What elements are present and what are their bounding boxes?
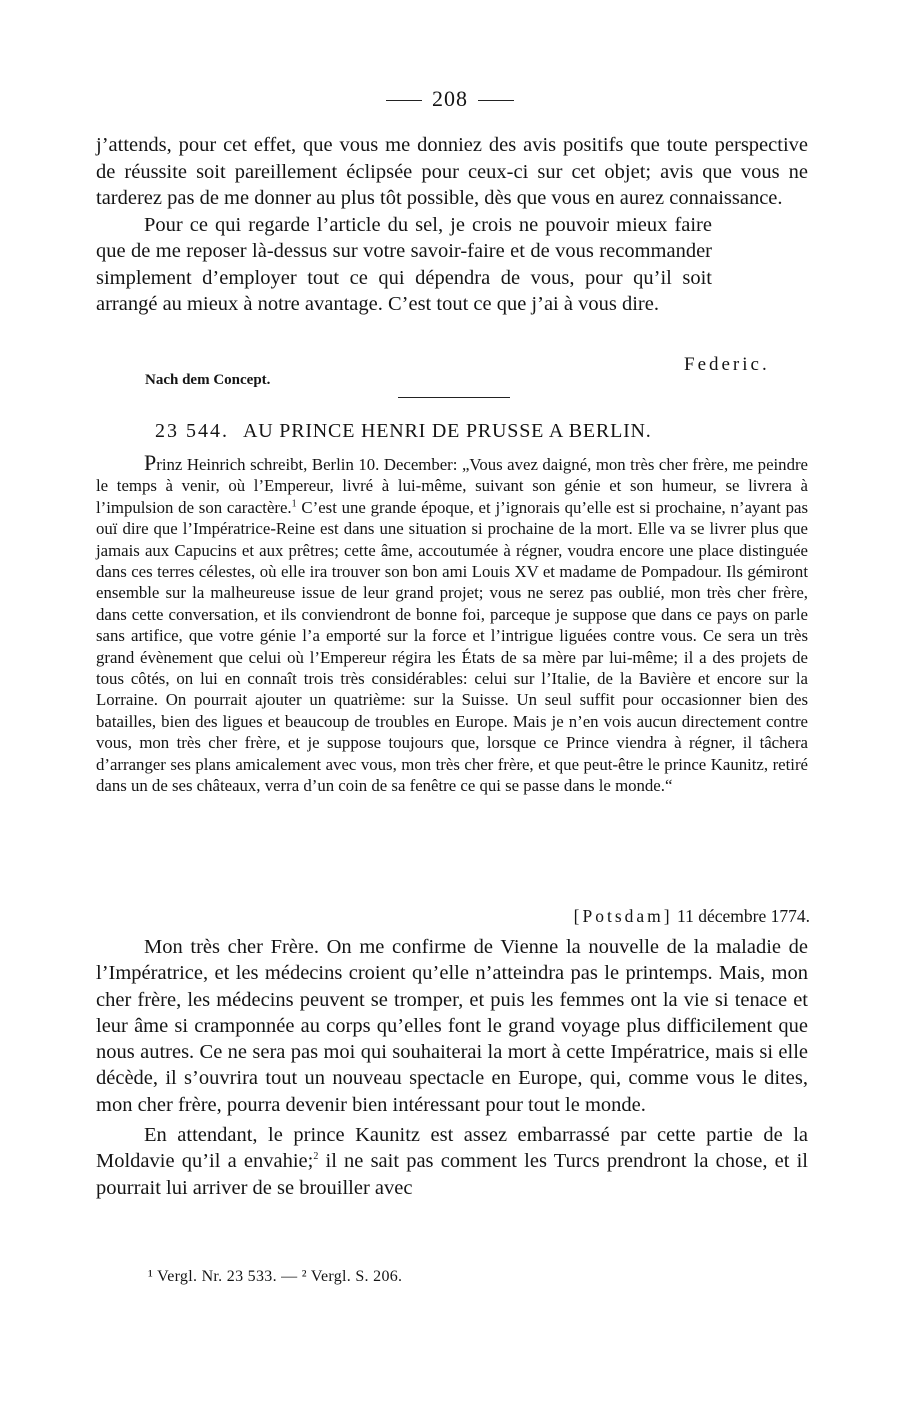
letter-heading	[155, 420, 775, 443]
footnote-marker: 1	[291, 498, 297, 510]
paragraph: j’attends, pour cet effet, que vous me donniez des avis positifs que toute perspective de réussite soit pareillement éclipsée pour ceux-ci sur cet objet; avis que vous ne tarderez pas de me donner au plus tôt possible, dès que vous en aurez connaissance.	[96, 134, 808, 209]
dateline-place: [Potsdam]	[573, 906, 673, 926]
letter-title: AU PRINCE HENRI DE PRUSSE A BERLIN.	[243, 420, 652, 442]
summary-paragraph	[96, 452, 808, 797]
body-text-rest: il ne sait pas comment les Turcs prendront la chose, et il pourrait lui arriver de se brouiller avec	[96, 1150, 808, 1199]
body-text: En attendant, le prince Kaunitz est assez embarrassé par cette partie de la Moldavie qu’il a envahie;	[96, 1124, 808, 1173]
previous-letter-ending	[96, 132, 808, 318]
dateline	[510, 906, 810, 927]
footnote-marker: 2	[313, 1151, 319, 1163]
body-paragraph	[96, 1122, 808, 1201]
summary-text-rest: C’est une grande époque, et j’ignorais qu’elle est si prochaine, n’ayant pas ouï dire que l’Impératrice-Reine est dans une situation si prochaine de la mort. Elle va se livrer plus que jamais aux Capucins et aux prêtres; cette âme, accoutumée à régner, voudra encore une place distinguée dans ces terres célestes, où elle ira trouver son bon ami Louis XV et madame de Pompadour. Ils gémiront ensemble sur la malheureuse issue de leur grand projet; vous ne serez pas oublié, mon très cher frère, dans cette conversation, et ils conviendront de bonne foi, parceque je suppose que dans ce pays on parle sans artifice, que votre génie l’a emporté sur la force et l’intrigue liguées contre vous. Ce sera un très grand évènement que celui où l’Empereur régira les États de sa mère par lui-même; il a des projets de tous côtés, on lui en connaît trois très considérables: celui sur l’Italie, de la Bavière et encore sur la Lorraine. On pourrait ajouter un quatrième: sur la Suisse. Un seul suffit pour occasionner bien des batailles, bien des ligues et beaucoup de troubles en Europe. Mais je n’en vois aucun directement contre vous, mon très cher frère, et je suppose toujours que, lorsque ce Prince viendra à régner, il tâchera d’arranger ses plans amicalement avec vous, mon très cher frère, et que peut-être le prince Kaunitz, retiré dans un de ses châteaux, verra d’un coin de sa fenêtre ce qui se passe dans le monde.“	[96, 497, 808, 796]
signature: Federic.	[684, 354, 770, 375]
letter-number: 23 544.	[155, 420, 229, 442]
dateline-date: 11 décembre 1774.	[677, 906, 810, 926]
summary-initial: P	[144, 450, 157, 475]
letter-body	[96, 934, 808, 1201]
page-number	[0, 86, 900, 112]
letter-summary	[96, 452, 808, 797]
folio-dash-right	[478, 100, 514, 101]
section-divider	[398, 397, 510, 398]
summary-text: rinz Heinrich schreibt, Berlin 10. December: „Vous avez daigné, mon très cher frère, me peindre le temps à venir, où l’Empereur, livré à lui-même, suivant son génie et son humeur, se livrera à l’impulsion de son caractère.	[96, 455, 808, 517]
paragraph: Pour ce qui regarde l’article du sel, je crois ne pouvoir mieux faire que de me reposer là-dessus sur votre savoir-faire et de vous recommander simplement d’employer tout ce qui dépendra de vous, pour qu’il soit arrangé au mieux à notre avantage. C’est tout ce que j’ai à vous dire.	[96, 213, 712, 315]
page-number-text: 208	[432, 86, 468, 111]
footnotes: ¹ Vergl. Nr. 23 533. — ² Vergl. S. 206.	[148, 1268, 403, 1285]
source-note: Nach dem Concept.	[145, 372, 271, 388]
folio-dash-left	[386, 100, 422, 101]
body-paragraph: Mon très cher Frère. On me confirme de Vienne la nouvelle de la maladie de l’Impératrice, et les médecins croient qu’elle n’atteindra pas le printemps. Mais, mon cher frère, les médecins peuvent se tromper, et puis les femmes ont la vie si tenace et leur âme si cramponnée au corps qu’elles font le grand voyage plus difficilement que nous autres. Ce ne sera pas moi qui souhaiterai la mort à cette Impératrice, mais si elle décède, il s’ouvrira tout un nouveau spectacle en Europe, qui, comme vous le dites, mon cher frère, pourra devenir bien intéressant pour tout le monde.	[96, 936, 808, 1116]
